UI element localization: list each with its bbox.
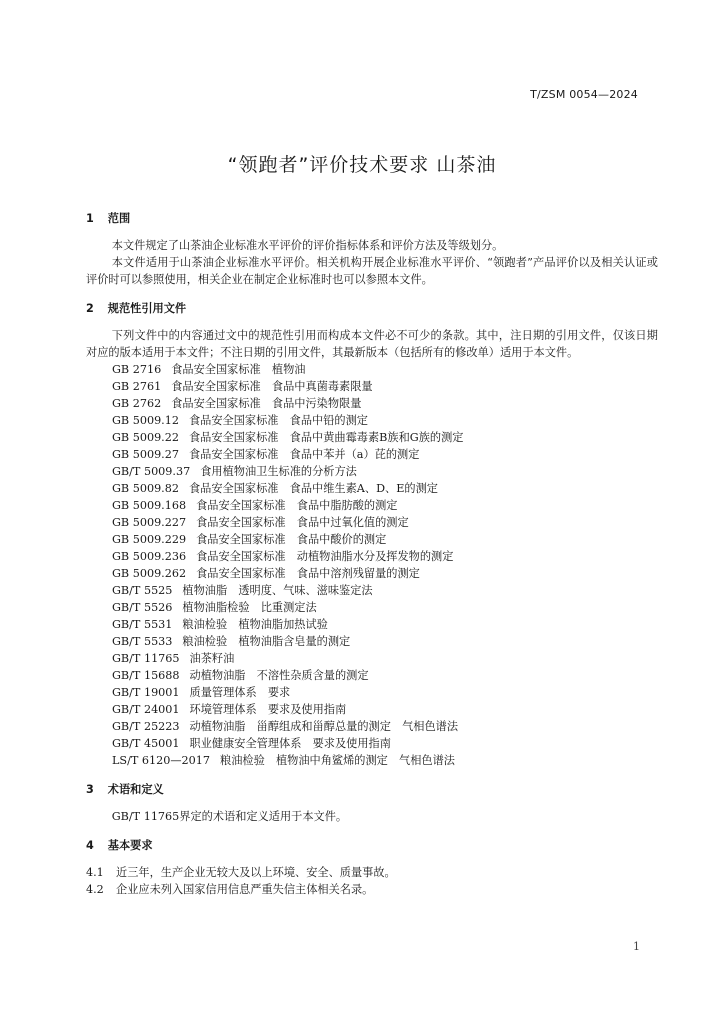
section-3-heading xyxy=(86,781,658,798)
document-title: “领跑者”评价技术要求 山茶油 xyxy=(227,154,497,176)
reference-item xyxy=(112,633,658,650)
section-1-heading xyxy=(86,210,658,227)
reference-item xyxy=(112,650,658,667)
clause-text: 企业应未列入国家信用信息严重失信主体相关名录。 xyxy=(116,883,374,896)
reference-item xyxy=(112,667,658,684)
document-body xyxy=(86,200,658,898)
reference-code: GB/T 24001 xyxy=(112,703,180,716)
page-number: 1 xyxy=(633,940,640,953)
reference-code: GB 2761 xyxy=(112,380,162,393)
reference-item xyxy=(112,378,658,395)
reference-list xyxy=(86,361,658,769)
reference-item xyxy=(112,616,658,633)
reference-title: 动植物油脂 甾醇组成和甾醇总量的测定 气相色谱法 xyxy=(189,720,459,733)
reference-code: GB/T 25223 xyxy=(112,720,180,733)
paragraph: 下列文件中的内容通过文中的规范性引用而构成本文件必不可少的条款。其中，注日期的引用文件，仅该日期对应的版本适用于本文件；不注日期的引用文件，其最新版本（包括所有的修改单）适用于本文件。 xyxy=(86,329,658,359)
reference-item xyxy=(112,497,658,514)
reference-item xyxy=(112,429,658,446)
reference-item xyxy=(112,548,658,565)
paragraph: GB/T 11765界定的术语和定义适用于本文件。 xyxy=(111,810,348,823)
reference-title: 食品安全国家标准 食品中过氧化值的测定 xyxy=(196,516,409,529)
reference-title: 植物油脂 透明度、气味、滋味鉴定法 xyxy=(182,584,373,597)
reference-title: 食用植物油卫生标准的分析方法 xyxy=(200,465,357,478)
reference-title: 食品安全国家标准 食品中酸价的测定 xyxy=(196,533,387,546)
reference-title: 食品安全国家标准 食品中真菌毒素限量 xyxy=(171,380,373,393)
reference-title: 动植物油脂 不溶性杂质含量的测定 xyxy=(189,669,369,682)
clause-4-2 xyxy=(86,881,658,898)
reference-title: 职业健康安全管理体系 要求及使用指南 xyxy=(189,737,391,750)
reference-item xyxy=(112,480,658,497)
reference-item xyxy=(112,395,658,412)
reference-code: GB/T 19001 xyxy=(112,686,180,699)
reference-code: LS/T 6120—2017 xyxy=(112,754,211,767)
reference-code: GB/T 45001 xyxy=(112,737,180,750)
reference-item xyxy=(112,752,658,769)
reference-title: 环境管理体系 要求及使用指南 xyxy=(189,703,347,716)
reference-code: GB 2762 xyxy=(112,397,162,410)
reference-item xyxy=(112,463,658,480)
reference-item xyxy=(112,446,658,463)
reference-item xyxy=(112,684,658,701)
section-title: 术语和定义 xyxy=(107,783,164,796)
reference-code: GB 5009.22 xyxy=(112,431,179,444)
reference-item xyxy=(112,565,658,582)
section-3-body xyxy=(86,808,658,825)
reference-code: GB 2716 xyxy=(112,363,162,376)
reference-item xyxy=(112,701,658,718)
section-number: 4 xyxy=(86,839,94,852)
reference-item xyxy=(112,599,658,616)
section-4-body xyxy=(86,864,658,898)
reference-code: GB/T 5009.37 xyxy=(112,465,191,478)
section-number: 3 xyxy=(86,783,94,796)
clause-4-1 xyxy=(86,864,658,881)
clause-text: 近三年，生产企业无较大及以上环境、安全、质量事故。 xyxy=(116,866,396,879)
reference-title: 粮油检验 植物油中角鲨烯的测定 气相色谱法 xyxy=(220,754,455,767)
reference-item xyxy=(112,361,658,378)
reference-item xyxy=(112,582,658,599)
reference-code: GB/T 5531 xyxy=(112,618,173,631)
reference-code: GB 5009.236 xyxy=(112,550,187,563)
reference-title: 食品安全国家标准 动植物油脂水分及挥发物的测定 xyxy=(196,550,454,563)
reference-title: 食品安全国家标准 食品中脂肪酸的测定 xyxy=(196,499,398,512)
clause-number: 4.2 xyxy=(86,883,104,896)
document-code: T/ZSM 0054—2024 xyxy=(530,88,638,101)
reference-item xyxy=(112,718,658,735)
section-title: 规范性引用文件 xyxy=(107,302,187,315)
reference-code: GB/T 15688 xyxy=(112,669,180,682)
reference-code: GB/T 5533 xyxy=(112,635,173,648)
reference-title: 食品安全国家标准 食品中污染物限量 xyxy=(171,397,362,410)
reference-item xyxy=(112,735,658,752)
reference-title: 植物油脂检验 比重测定法 xyxy=(182,601,317,614)
reference-code: GB/T 5526 xyxy=(112,601,173,614)
reference-code: GB 5009.229 xyxy=(112,533,187,546)
reference-item xyxy=(112,531,658,548)
section-title: 基本要求 xyxy=(107,839,153,852)
reference-title: 粮油检验 植物油脂含皂量的测定 xyxy=(182,635,351,648)
paragraph: 本文件适用于山茶油企业标准水平评价。相关机构开展企业标准水平评价、“领跑者”产品评价以及相关认证或评价时可以参照使用，相关企业在制定企业标准时也可以参照本文件。 xyxy=(86,256,658,286)
reference-title: 食品安全国家标准 食品中维生素A、D、E的测定 xyxy=(188,482,438,495)
reference-title: 食品安全国家标准 食品中铅的测定 xyxy=(188,414,368,427)
reference-code: GB 5009.27 xyxy=(112,448,179,461)
reference-title: 粮油检验 植物油脂加热试验 xyxy=(182,618,328,631)
reference-code: GB/T 11765 xyxy=(112,652,180,665)
reference-title: 质量管理体系 要求 xyxy=(189,686,291,699)
reference-code: GB 5009.12 xyxy=(112,414,179,427)
reference-code: GB/T 5525 xyxy=(112,584,173,597)
reference-title: 食品安全国家标准 食品中溶剂残留量的测定 xyxy=(196,567,420,580)
reference-title: 食品安全国家标准 植物油 xyxy=(171,363,306,376)
reference-code: GB 5009.227 xyxy=(112,516,187,529)
section-number: 2 xyxy=(86,302,94,315)
section-2-heading xyxy=(86,300,658,317)
paragraph: 本文件规定了山茶油企业标准水平评价的评价指标体系和评价方法及等级划分。 xyxy=(111,239,504,252)
section-1-body xyxy=(86,237,658,288)
reference-title: 食品安全国家标准 食品中苯并（a）芘的测定 xyxy=(188,448,420,461)
reference-item xyxy=(112,514,658,531)
section-title: 范围 xyxy=(107,212,131,225)
section-number: 1 xyxy=(86,212,94,225)
reference-code: GB 5009.168 xyxy=(112,499,187,512)
section-4-heading xyxy=(86,837,658,854)
reference-code: GB 5009.82 xyxy=(112,482,179,495)
reference-item xyxy=(112,412,658,429)
section-2-body xyxy=(86,327,658,769)
reference-title: 油茶籽油 xyxy=(189,652,235,665)
clause-number: 4.1 xyxy=(86,866,104,879)
reference-title: 食品安全国家标准 食品中黄曲霉毒素B族和G族的测定 xyxy=(188,431,464,444)
reference-code: GB 5009.262 xyxy=(112,567,187,580)
